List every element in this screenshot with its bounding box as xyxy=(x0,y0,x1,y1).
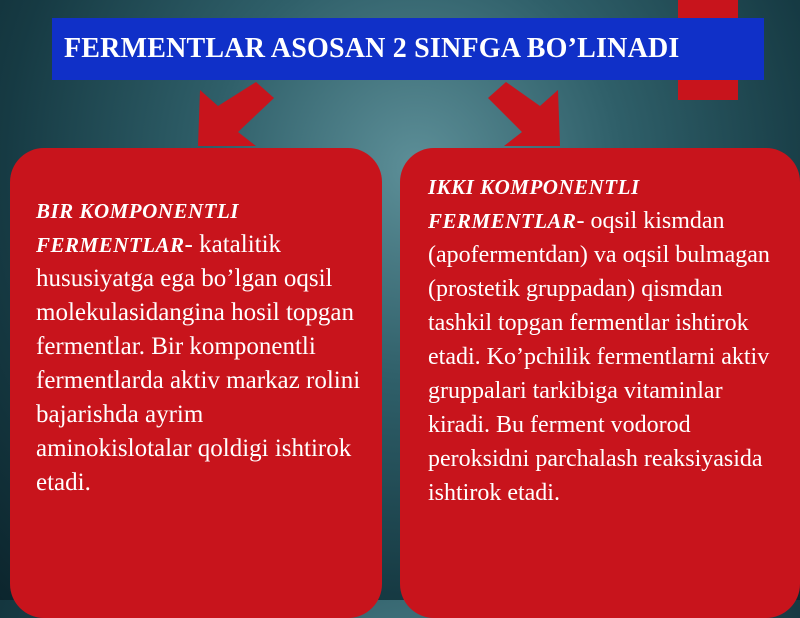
two-component-term: IKKI KOMPONENTLI FERMENTLAR xyxy=(428,175,640,233)
single-component-term: BIR KOMPONENTLI FERMENTLAR xyxy=(36,199,239,257)
title-banner xyxy=(52,18,764,80)
two-component-text xyxy=(428,170,782,510)
single-component-card xyxy=(10,148,382,618)
two-component-description: - oqsil kismdan (apofermentdan) va oqsil bulmagan (prostetik gruppadan) qismdan tashkil topgan fermentlar ishtirok etadi. Ko’pchilik fermentlarni aktiv gruppalari tarkibiga vitaminlar kiradi. Bu ferment vodorod peroksidni parchalash reaksiyasida ishtirok etadi. xyxy=(428,208,770,506)
left-arrow-icon xyxy=(198,82,274,146)
single-component-description: - katalitik hususiyatga ega bo’lgan oqsil molekulasidangina hosil topgan fermentlar. Bir komponentli fermentlarda aktiv markaz rolini bajarishda ayrim aminokislotalar qoldigi ishtirok etadi. xyxy=(36,231,361,496)
single-component-text xyxy=(36,194,362,500)
right-arrow-icon xyxy=(488,82,560,146)
page-title: FERMENTLAR ASOSAN 2 SINFGA BO’LINADI xyxy=(64,33,680,64)
two-component-card xyxy=(400,148,800,618)
